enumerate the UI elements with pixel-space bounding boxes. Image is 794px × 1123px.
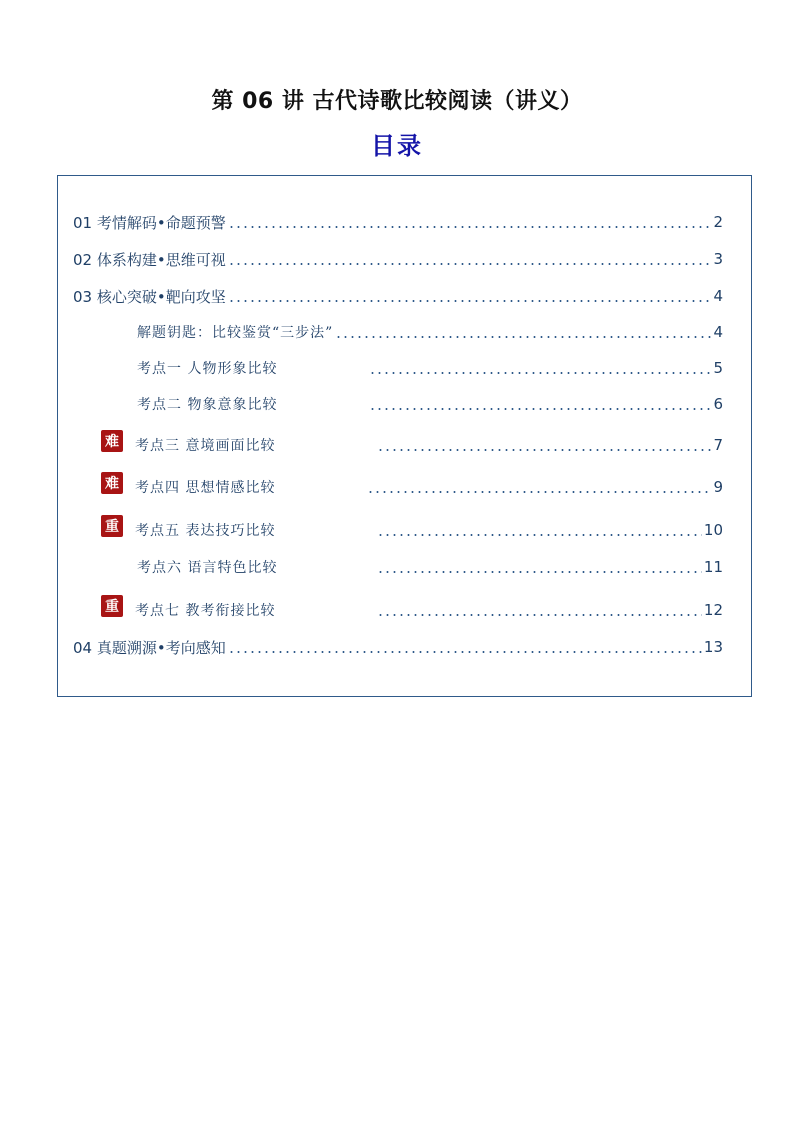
toc-subentry-6[interactable] [137,555,723,579]
difficulty-badge: 难 [101,430,123,452]
dot-leader [228,284,712,308]
toc-subentry-2[interactable] [137,392,723,416]
dot-leader [367,475,711,499]
dot-leader [228,210,712,234]
toc-subentry-3[interactable] [135,433,723,457]
toc-entry-page: 2 [713,213,723,231]
toc-entry-page: 11 [703,558,723,576]
dot-leader [369,392,711,416]
dot-leader [377,518,702,542]
toc-entry-label: 解题钥匙：比较鉴赏“三步法” [137,325,334,341]
dot-leader [228,247,712,271]
toc-subentry-7[interactable] [135,598,723,622]
dot-leader [335,320,711,344]
toc-entry-page: 12 [703,601,723,619]
toc-entry-page: 9 [713,478,723,496]
dot-leader [228,635,702,659]
toc-entry-01[interactable] [73,210,723,234]
toc-entry-label: 02 体系构建•思维可视 [73,250,226,269]
toc-subentry-1[interactable] [137,356,723,380]
toc-entry-label: 考点五 表达技巧比较 [135,523,276,539]
toc-entry-page: 13 [703,638,723,656]
toc-entry-label: 考点二 物象意象比较 [137,397,278,413]
toc-entry-label: 04 真题溯源•考向感知 [73,638,226,657]
toc-subentry-key[interactable] [137,320,723,344]
toc-entry-label: 考点四 思想情感比较 [135,480,276,496]
toc-entry-label: 01 考情解码•命题预警 [73,213,226,232]
toc-entry-04[interactable] [73,635,723,659]
toc-entry-03[interactable] [73,284,723,308]
toc-entry-label: 考点六 语言特色比较 [137,560,278,576]
dot-leader [377,433,711,457]
toc-subentry-5[interactable] [135,518,723,542]
toc-entry-label: 考点三 意境画面比较 [135,438,276,454]
toc-heading: 目录 [371,132,423,160]
toc-entry-02[interactable] [73,247,723,271]
dot-leader [377,555,702,579]
toc-entry-label: 考点一 人物形象比较 [137,361,278,377]
document-title: 第 06 讲 古代诗歌比较阅读（讲义） [211,89,583,114]
toc-entry-page: 3 [713,250,723,268]
difficulty-badge: 难 [101,472,123,494]
toc-entry-page: 4 [713,323,723,341]
toc-subentry-4[interactable] [135,475,723,499]
key-point-badge: 重 [101,515,123,537]
toc-entry-label: 考点七 教考衔接比较 [135,603,276,619]
toc-entry-label: 03 核心突破•靶向攻坚 [73,287,226,306]
toc-entry-page: 10 [703,521,723,539]
toc-entry-page: 5 [713,359,723,377]
dot-leader [369,356,711,380]
key-point-badge: 重 [101,595,123,617]
toc-entry-page: 6 [713,395,723,413]
toc-entry-page: 4 [713,287,723,305]
toc-entry-page: 7 [713,436,723,454]
dot-leader [377,598,702,622]
